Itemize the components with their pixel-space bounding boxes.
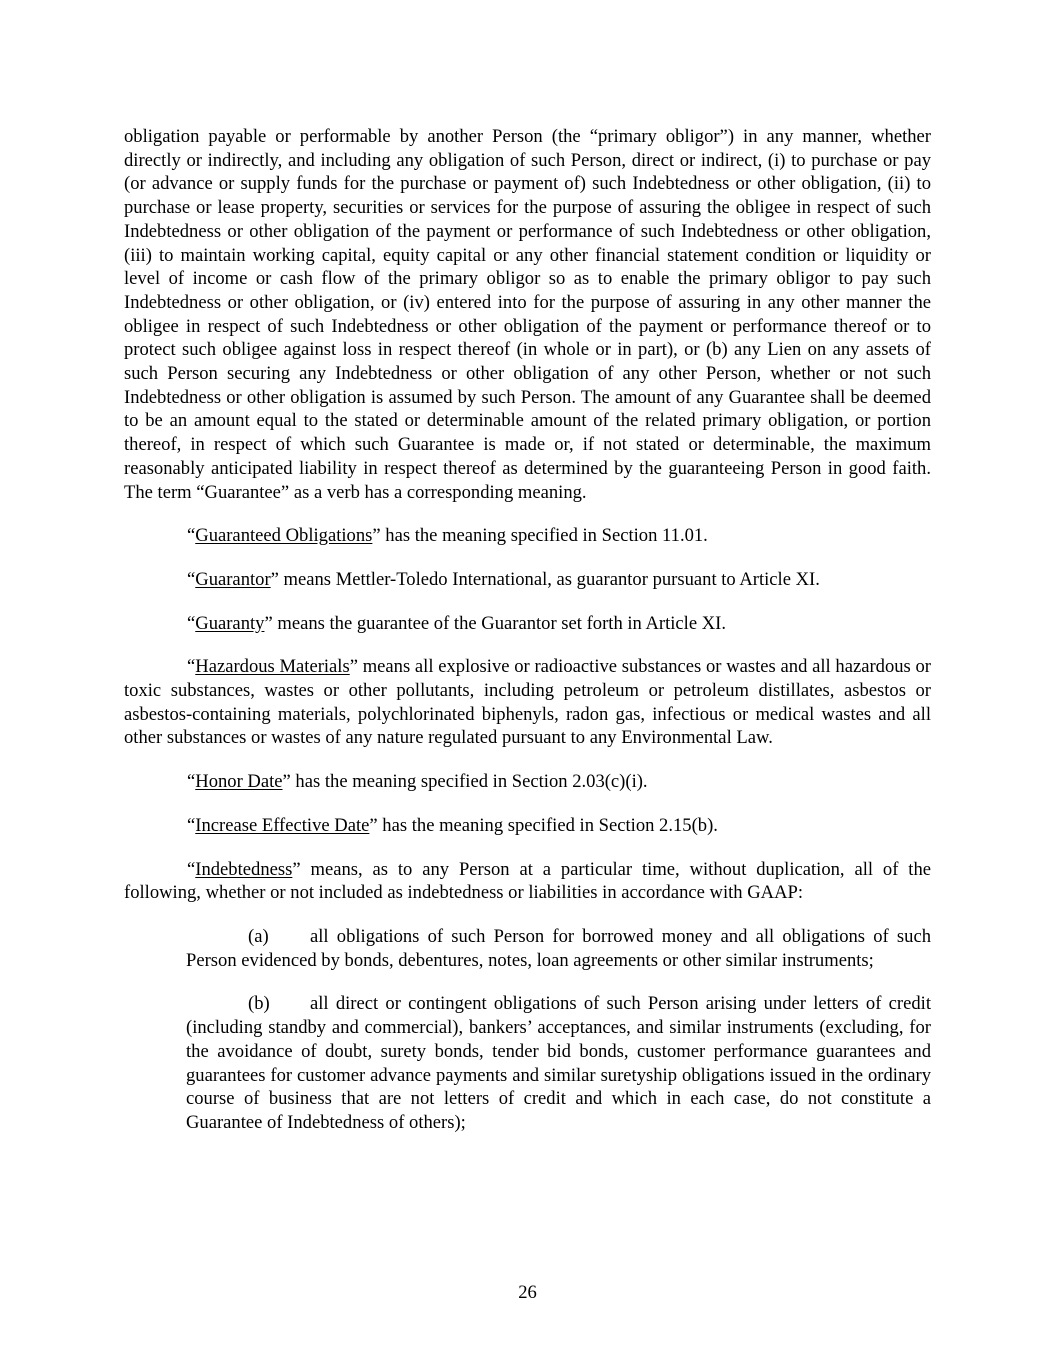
defined-term: Guaranty (195, 612, 265, 634)
definition-text: ” has the meaning specified in Section 2.15(b). (369, 814, 718, 836)
open-quote: “ (187, 612, 196, 634)
definition-text: ” means, as to any Person at a particular time, without duplication, all of the following, whether or not included as indebtedness or liabilities in accordance with GAAP: (124, 858, 931, 904)
definition-text: ” means all explosive or radioactive substances or wastes and all hazardous or toxic substances, wastes or other pollutants, including petroleum or petroleum distillates, asbestos or asbestos-containing materials, polychlorinated biphenyls, radon gas, infectious or medical wastes and all other substances or wastes of any nature regulated pursuant to any Environmental Law. (124, 656, 931, 749)
document-page (124, 125, 931, 1155)
definition-guaranty (124, 612, 931, 636)
definition-honor-date (124, 770, 931, 794)
definition-text: ” has the meaning specified in Section 11.01. (372, 525, 708, 547)
definition-indebtedness (124, 858, 931, 905)
defined-term: Hazardous Materials (195, 656, 350, 678)
definition-guaranteed-obligations (124, 524, 931, 548)
defined-term: Honor Date (195, 771, 283, 793)
definition-text: ” means Mettler-Toledo International, as guarantor pursuant to Article XI. (270, 568, 820, 590)
defined-term: Guarantor (195, 568, 271, 590)
subclause-a (186, 925, 931, 972)
subclause-b (186, 992, 931, 1134)
subclause-label: (a) (248, 925, 269, 947)
subclause-label: (b) (248, 993, 270, 1015)
open-quote: “ (187, 656, 196, 678)
open-quote: “ (187, 858, 196, 880)
definition-text: ” has the meaning specified in Section 2.03(c)(i). (282, 771, 648, 793)
open-quote: “ (187, 814, 196, 836)
subclause-text: all direct or contingent obligations of such Person arising under letters of credit (including standby and commercial), bankers’ acceptances, and similar instruments (excluding, for the avoidance of doubt, surety bonds, tender bid bonds, customer performance guarantees and guarantees for customer advance payments and similar suretyship obligations issued in the ordinary course of business that are not letters of credit and which in each case, do not constitute a Guarantee of Indebtedness of others); (186, 993, 931, 1133)
open-quote: “ (187, 568, 196, 590)
defined-term: Guaranteed Obligations (195, 525, 373, 547)
guarantee-definition-continuation: obligation payable or performable by another Person (the “primary obligor”) in any manner, whether directly or indirectly, and including any obligation of such Person, direct or indirect, (i) to purchase or pay (or advance or supply funds for the purchase or payment of) such Indebtedness or other obligation, (ii) to purchase or lease property, securities or services for the purpose of assuring the obligee in respect of such Indebtedness or other obligation of the payment or performance of such Indebtedness or other obligation, (iii) to maintain working capital, equity capital or any other financial statement condition or liquidity or level of income or cash flow of the primary obligor so as to enable the primary obligor to pay such Indebtedness or other obligation, or (iv) entered into for the purpose of assuring in any other manner the obligee in respect of such Indebtedness or other obligation of the payment or performance thereof or to protect such obligee against loss in respect thereof (in whole or in part), or (b) any Lien on any assets of such Person securing any Indebtedness or other obligation of any other Person, whether or not such Indebtedness or other obligation is assumed by such Person. The amount of any Guarantee shall be deemed to be an amount equal to the stated or determinable amount of the related primary obligation, or portion thereof, in respect of which such Guarantee is made or, if not stated or determinable, the maximum reasonably anticipated liability in respect thereof as determined by the guaranteeing Person in good faith. The term “Guarantee” as a verb has a corresponding meaning. (124, 126, 931, 503)
open-quote: “ (187, 525, 196, 547)
page-number: 26 (518, 1282, 537, 1303)
subclause-text: all obligations of such Person for borrowed money and all obligations of such Person evidenced by bonds, debentures, notes, loan agreements or other similar instruments; (186, 925, 931, 971)
definition-guarantor (124, 568, 931, 592)
definition-text: ” means the guarantee of the Guarantor set forth in Article XI. (264, 612, 727, 634)
defined-term: Increase Effective Date (195, 814, 370, 836)
defined-term: Indebtedness (195, 858, 293, 880)
definition-increase-effective-date (124, 814, 931, 838)
definition-hazardous-materials (124, 655, 931, 750)
open-quote: “ (187, 771, 196, 793)
